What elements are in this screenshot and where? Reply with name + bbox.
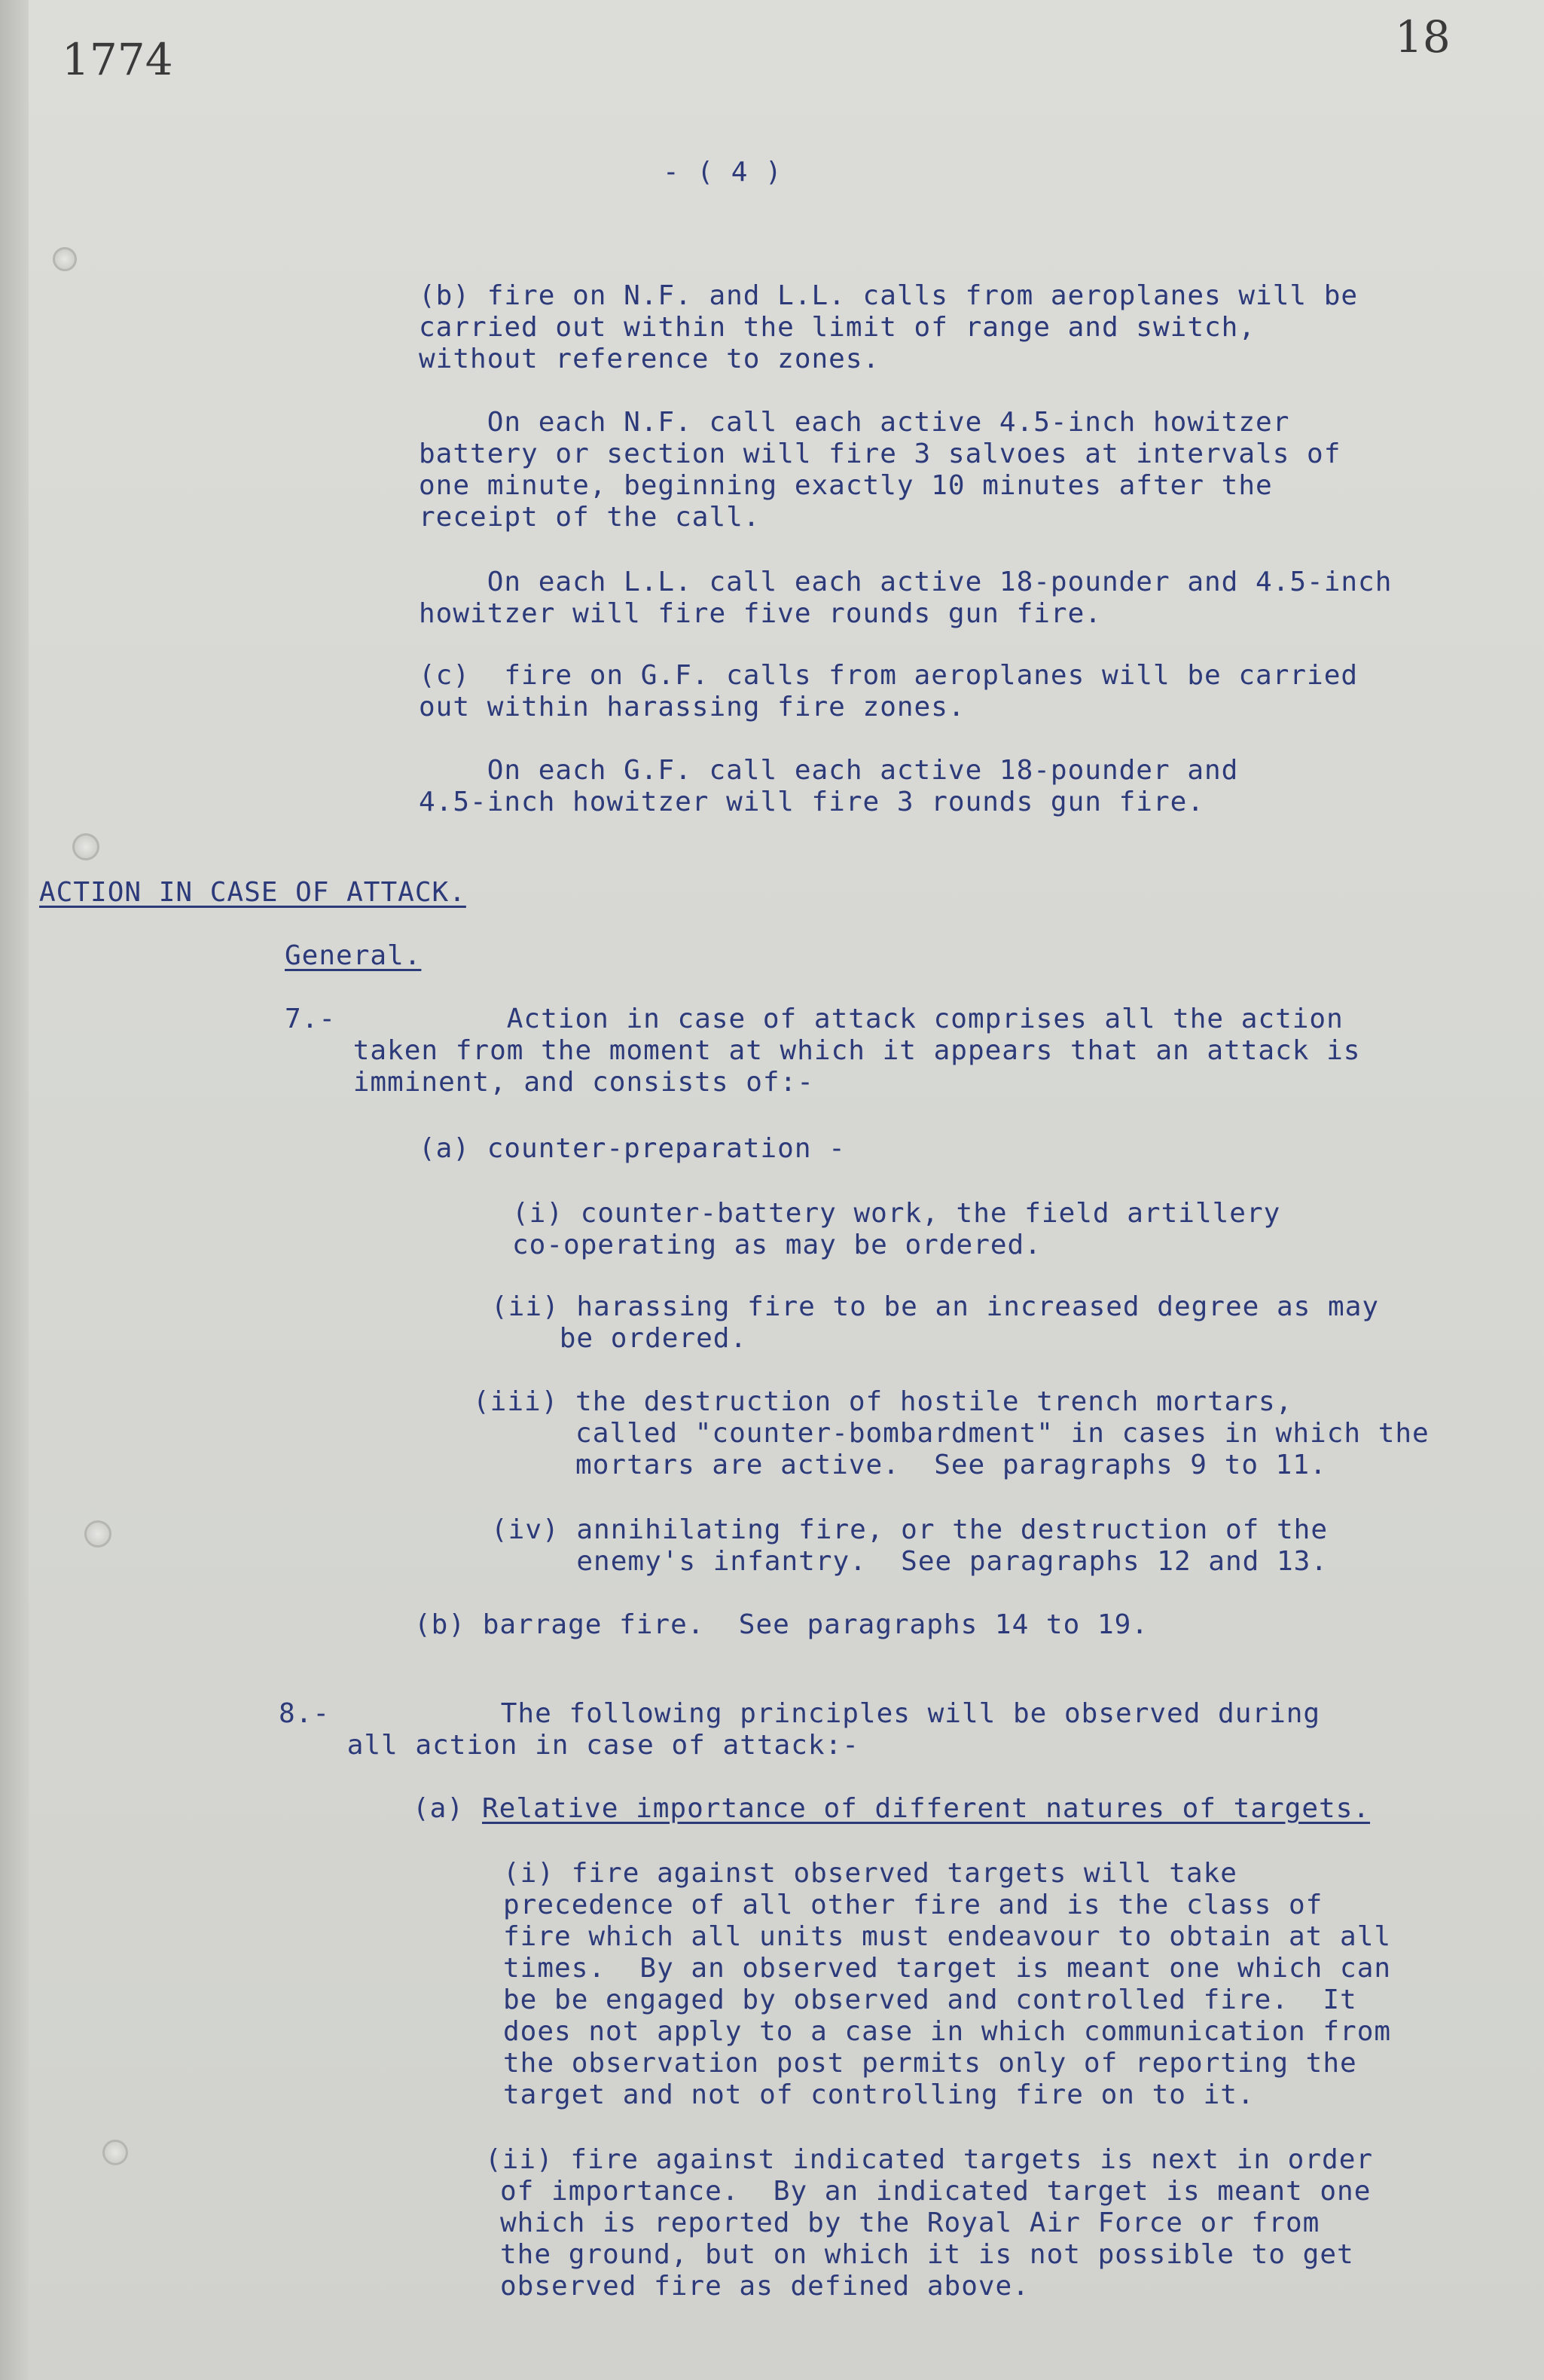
document-page: 1774 18 - ( 4 ) (b) fire on N.F. and L.L. calls from aeroplanes will be carried out within the limit of range and switch, without reference to zones. On each N.F. call each active 4.5-inch howitzer battery or section will fire 3 salvoes at intervals of one minute, beginning exactly 10 minutes after the receipt of the call. On each L.L. call each active 18-pounder and 4.5-inch howitzer will fire five rounds gun fire. (c) fire on G.F. calls from aeroplanes will be carried out within harassing fire zones. On each G.F. call each active 18-pounder and 4.5-inch howitzer will fire 3 rounds gun fire. ACTION IN CASE OF ATTACK. General. 7.- Action in case of attack comprises all the action taken from the moment at which it appears that an attack is imminent, and consists of:- (a) counter-preparation - (i) counter-battery work, the field artillery co-operating as may be ordered. (ii) harassing fire to be an increased degree as may be ordered. (iii) the destruction of hostile trench mortars, called "counter-bombardment" in cases in which the mortars are active. See paragraphs 9 to 11. (iv) annihilating fire, or the destruction of the enemy's infantry. See paragraphs 12 and 13. (b) barrage fire. See paragraphs 14 to 19. 8.- The following principles will be observed during all action in case of attack:- (a) Relative importance of different natures of targets. (i) fire against observed targets will take precedence of all other fire and is the class of fire which all units must endeavour to obtain at all times. By an observed target is meant one which can be be engaged by observed and controlled fire. It does not apply to a case in which communication from the observation post permits only of reporting the target and not of controlling fire on to it. (ii) fire against indicated targets is next in order of importance. By an indicated target is meant one which is reported by the Royal Air Force or from the ground, but on which it is not possible to get observed fire as defined above. — [0, 0, 1544, 2380]
page-number: - ( 4 ) — [663, 157, 783, 188]
punch-hole — [84, 1520, 111, 1547]
punch-hole — [102, 2140, 128, 2165]
page-edge — [0, 0, 29, 2380]
section-heading: ACTION IN CASE OF ATTACK. — [39, 877, 466, 908]
punch-hole — [72, 833, 99, 860]
folio-number: 18 — [1395, 11, 1451, 63]
item-b: (b) barrage fire. See paragraphs 14 to 19. — [414, 1609, 1149, 1640]
para8-a-label: (a) — [413, 1793, 465, 1824]
reference-number: 1774 — [62, 34, 173, 85]
subsection-heading: General. — [285, 940, 422, 971]
punch-hole — [53, 247, 77, 271]
item-a: (a) counter-preparation - — [419, 1133, 846, 1164]
para8-a-title: Relative importance of different natures of targets. — [482, 1793, 1371, 1824]
